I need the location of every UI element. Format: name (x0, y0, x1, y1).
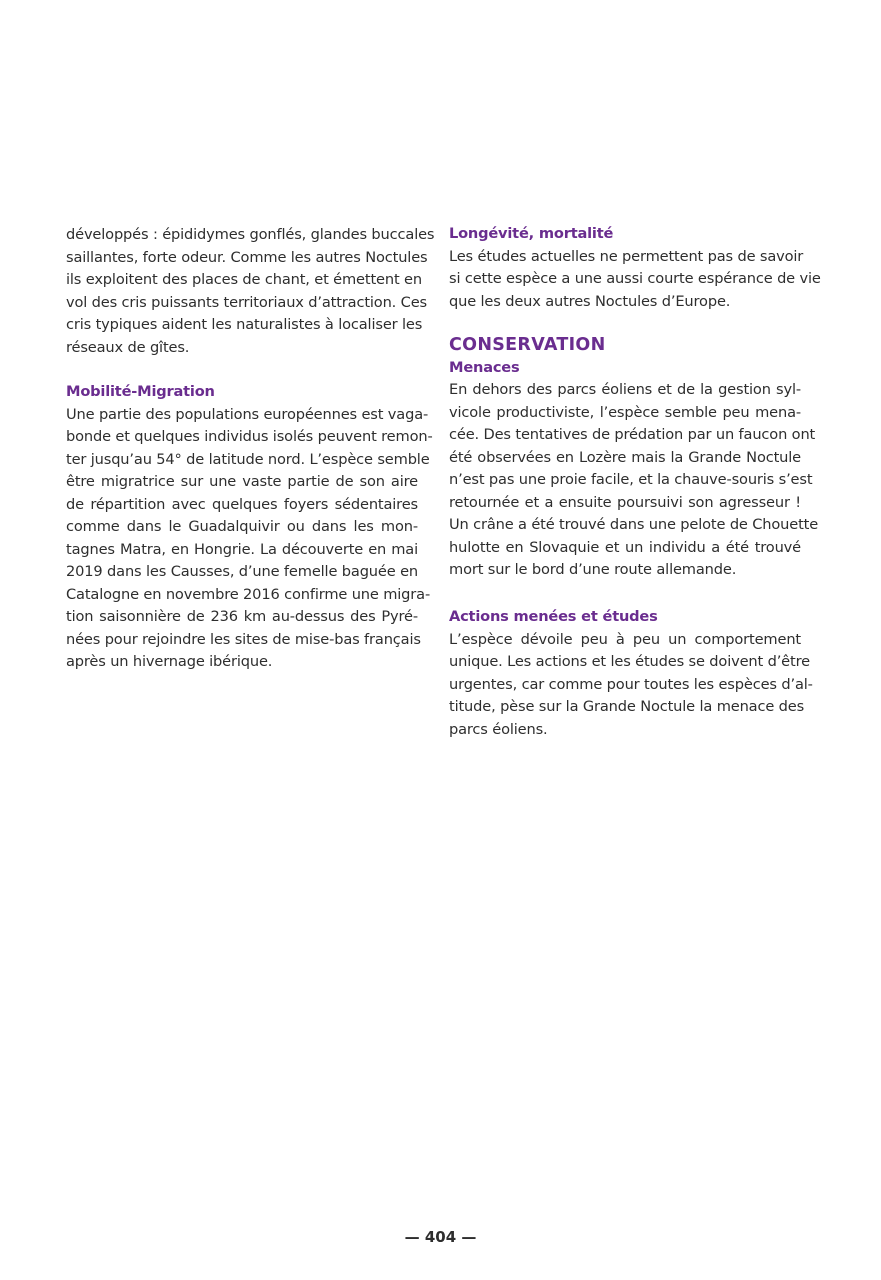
text-line: Un crâne a été trouvé dans une pelote de Chouette (449, 516, 819, 533)
text-line: cris typiques aident les naturalistes à localiser les (66, 316, 423, 333)
conservation-heading: CONSERVATION (449, 335, 606, 355)
text-line: réseaux de gîtes. (66, 338, 190, 356)
migration-section (66, 381, 433, 674)
text-line: ils exploitent des places de chant, et émettent en (66, 271, 422, 288)
text-line: si cette espèce a une aussi courte espérance de vie (449, 270, 821, 287)
text-line: titude, pèse sur la Grande Noctule la menace des (449, 698, 805, 715)
text-line: En dehors des parcs éoliens et de la gestion syl- (449, 381, 801, 398)
text-line: Les études actuelles ne permettent pas de savoir (449, 247, 804, 265)
text-line: bonde et quelques individus isolés peuvent remon- (66, 428, 433, 445)
text-line: de répartition avec quelques foyers sédentaires (66, 495, 418, 513)
text-line: que les deux autres Noctules d’Europe. (449, 292, 731, 310)
text-line: 2019 dans les Causses, d’une femelle baguée en (66, 563, 418, 580)
text-line: vol des cris puissants territoriaux d’attraction. Ces (66, 293, 427, 311)
text-line: unique. Les actions et les études se doivent d’être (449, 653, 810, 670)
longevity-paragraph (449, 246, 821, 314)
migration-paragraph (66, 404, 433, 674)
text-line: mort sur le bord d’une route allemande. (449, 561, 737, 578)
text-line: cée. Des tentatives de prédation par un faucon ont (449, 426, 816, 443)
page-number: — 404 — (404, 1228, 477, 1246)
actions-section (449, 606, 813, 741)
text-line: urgentes, car comme pour toutes les espèces d’al- (449, 675, 813, 693)
text-line: être migratrice sur une vaste partie de son aire (66, 473, 418, 490)
text-line: tion saisonnière de 236 km au-dessus des Pyré- (66, 608, 418, 625)
text-line: retournée et a ensuite poursuivi son agresseur ! (449, 493, 801, 511)
left-intro-paragraph (66, 224, 435, 359)
text-line: n’est pas une proie facile, et la chauve-souris s’est (449, 471, 813, 488)
text-line: Catalogne en novembre 2016 confirme une migra- (66, 585, 431, 603)
migration-heading: Mobilité-Migration (66, 383, 215, 400)
text-line: après un hivernage ibérique. (66, 653, 273, 670)
text-line: Une partie des populations européennes est vaga- (66, 405, 429, 423)
text-line: L’espèce dévoile peu à peu un comportement (449, 630, 801, 648)
text-line: développés : épididymes gonflés, glandes buccales (66, 226, 435, 243)
text-line: nées pour rejoindre les sites de mise-bas français (66, 630, 421, 648)
text-line: parcs éoliens. (449, 720, 548, 738)
text-line: tagnes Matra, en Hongrie. La découverte en mai (66, 540, 418, 558)
text-line: comme dans le Guadalquivir ou dans les mon- (66, 518, 418, 535)
longevity-section (449, 223, 821, 313)
longevity-heading: Longévité, mortalité (449, 225, 614, 242)
threats-paragraph (449, 379, 819, 582)
text-line: vicole productiviste, l’espèce semble peu mena- (449, 403, 801, 421)
text-line: été observées en Lozère mais la Grande Noctule (449, 448, 801, 466)
text-line: ter jusqu’au 54° de latitude nord. L’espèce semble (66, 450, 430, 468)
actions-paragraph (449, 629, 813, 742)
actions-heading: Actions menées et études (449, 608, 658, 625)
conservation-section (449, 334, 819, 582)
text-line: saillantes, forte odeur. Comme les autres Noctules (66, 248, 428, 266)
threats-heading: Menaces (449, 358, 520, 376)
text-line: hulotte en Slovaquie et un individu a été trouvé (449, 538, 801, 556)
